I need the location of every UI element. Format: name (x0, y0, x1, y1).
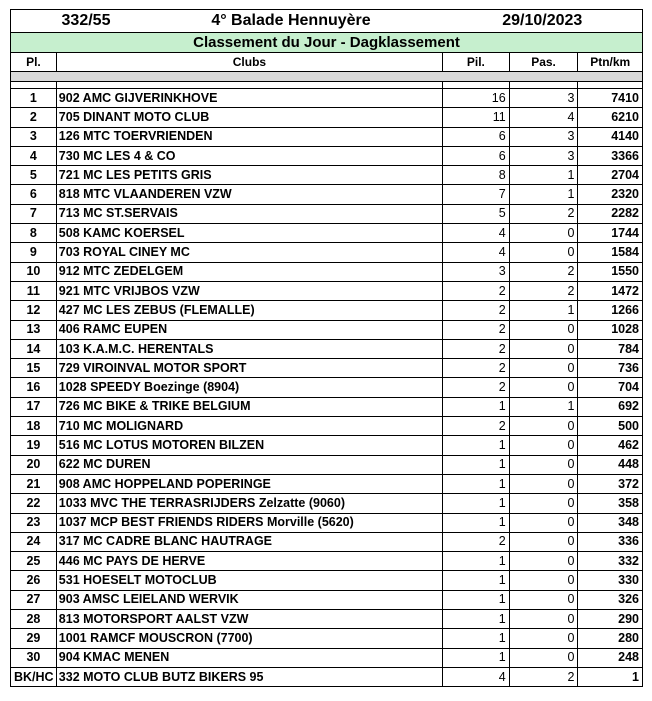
pilots-cell: 2 (443, 378, 510, 397)
pilots-cell: 2 (443, 532, 510, 551)
passengers-cell: 0 (509, 455, 578, 474)
place-cell: 23 (11, 513, 57, 532)
passengers-cell: 2 (509, 204, 578, 223)
title-row (11, 33, 643, 53)
passengers-cell: 0 (509, 629, 578, 648)
pilots-cell: 1 (443, 648, 510, 667)
header-left (11, 10, 443, 33)
col-header-place: Pl. (11, 53, 57, 72)
pilots-cell: 2 (443, 301, 510, 320)
pilots-cell: 1 (443, 455, 510, 474)
points-cell: 336 (578, 532, 643, 551)
club-cell: 912 MTC ZEDELGEM (56, 262, 442, 281)
club-cell: 730 MC LES 4 & CO (56, 146, 442, 165)
table-row (11, 455, 643, 474)
points-cell: 326 (578, 590, 643, 609)
place-cell: 7 (11, 204, 57, 223)
table-row (11, 532, 643, 551)
club-cell: 1037 MCP BEST FRIENDS RIDERS Morville (5620) (56, 513, 442, 532)
place-cell: 12 (11, 301, 57, 320)
passengers-cell: 0 (509, 359, 578, 378)
pilots-cell: 16 (443, 89, 510, 108)
place-cell: 24 (11, 532, 57, 551)
ranking-table (10, 9, 643, 687)
points-cell: 1 (578, 667, 643, 686)
points-cell: 280 (578, 629, 643, 648)
passengers-cell: 0 (509, 494, 578, 513)
club-cell: 705 DINANT MOTO CLUB (56, 108, 442, 127)
club-cell: 446 MC PAYS DE HERVE (56, 552, 442, 571)
pilots-cell: 2 (443, 339, 510, 358)
ranking-title: Classement du Jour - Dagklassement (11, 33, 643, 53)
points-cell: 1266 (578, 301, 643, 320)
passengers-cell: 2 (509, 281, 578, 300)
points-cell: 1550 (578, 262, 643, 281)
separator-row (11, 72, 643, 82)
points-cell: 2320 (578, 185, 643, 204)
points-cell: 7410 (578, 89, 643, 108)
table-row (11, 262, 643, 281)
pilots-cell: 1 (443, 590, 510, 609)
table-row (11, 301, 643, 320)
points-cell: 4140 (578, 127, 643, 146)
table-row (11, 667, 643, 686)
pilots-cell: 3 (443, 262, 510, 281)
table-row (11, 166, 643, 185)
pilots-cell: 1 (443, 513, 510, 532)
pilots-cell: 6 (443, 146, 510, 165)
place-cell: 18 (11, 417, 57, 436)
pilots-cell: 2 (443, 417, 510, 436)
club-cell: 904 KMAC MENEN (56, 648, 442, 667)
place-cell: 14 (11, 339, 57, 358)
club-cell: 721 MC LES PETITS GRIS (56, 166, 442, 185)
pilots-cell: 8 (443, 166, 510, 185)
passengers-cell: 0 (509, 552, 578, 571)
points-cell: 736 (578, 359, 643, 378)
spacer-cell (443, 82, 510, 89)
place-cell: 26 (11, 571, 57, 590)
points-cell: 704 (578, 378, 643, 397)
place-cell: 19 (11, 436, 57, 455)
club-cell: 126 MTC TOERVRIENDEN (56, 127, 442, 146)
passengers-cell: 1 (509, 301, 578, 320)
passengers-cell: 0 (509, 648, 578, 667)
pilots-cell: 1 (443, 397, 510, 416)
passengers-cell: 0 (509, 224, 578, 243)
separator-bar (11, 72, 643, 82)
table-row (11, 571, 643, 590)
col-header-pilots: Pil. (443, 53, 510, 72)
place-cell: 29 (11, 629, 57, 648)
pilots-cell: 1 (443, 629, 510, 648)
pilots-cell: 1 (443, 436, 510, 455)
pilots-cell: 6 (443, 127, 510, 146)
club-cell: 908 AMC HOPPELAND POPERINGE (56, 474, 442, 493)
place-cell: 1 (11, 89, 57, 108)
passengers-cell: 0 (509, 378, 578, 397)
passengers-cell: 0 (509, 320, 578, 339)
passengers-cell: 2 (509, 262, 578, 281)
club-cell: 1033 MVC THE TERRASRIJDERS Zelzatte (9060) (56, 494, 442, 513)
place-cell: 9 (11, 243, 57, 262)
table-row (11, 281, 643, 300)
table-row (11, 474, 643, 493)
place-cell: 5 (11, 166, 57, 185)
table-row (11, 436, 643, 455)
club-cell: 531 HOESELT MOTOCLUB (56, 571, 442, 590)
place-cell: 4 (11, 146, 57, 165)
club-cell: 713 MC ST.SERVAIS (56, 204, 442, 223)
passengers-cell: 3 (509, 89, 578, 108)
pilots-cell: 1 (443, 571, 510, 590)
passengers-cell: 0 (509, 436, 578, 455)
passengers-cell: 4 (509, 108, 578, 127)
club-cell: 813 MOTORSPORT AALST VZW (56, 610, 442, 629)
points-cell: 372 (578, 474, 643, 493)
passengers-cell: 1 (509, 166, 578, 185)
table-row (11, 552, 643, 571)
spacer-cell (509, 82, 578, 89)
points-cell: 358 (578, 494, 643, 513)
pilots-cell: 7 (443, 185, 510, 204)
points-cell: 6210 (578, 108, 643, 127)
points-cell: 1744 (578, 224, 643, 243)
points-cell: 1472 (578, 281, 643, 300)
points-cell: 2282 (578, 204, 643, 223)
passengers-cell: 1 (509, 185, 578, 204)
table-row (11, 243, 643, 262)
table-row (11, 127, 643, 146)
pilots-cell: 2 (443, 320, 510, 339)
club-cell: 921 MTC VRIJBOS VZW (56, 281, 442, 300)
event-name: 4° Balade Hennuyère (211, 12, 371, 29)
passengers-cell: 1 (509, 397, 578, 416)
table-row (11, 89, 643, 108)
points-cell: 332 (578, 552, 643, 571)
column-header-row (11, 53, 643, 72)
club-cell: 508 KAMC KOERSEL (56, 224, 442, 243)
pilots-cell: 1 (443, 494, 510, 513)
pilots-cell: 5 (443, 204, 510, 223)
table-row (11, 108, 643, 127)
points-cell: 330 (578, 571, 643, 590)
club-cell: 332 MOTO CLUB BUTZ BIKERS 95 (56, 667, 442, 686)
place-cell: 16 (11, 378, 57, 397)
col-header-points: Ptn/km (578, 53, 643, 72)
passengers-cell: 0 (509, 590, 578, 609)
table-row (11, 397, 643, 416)
spacer-cell (11, 82, 57, 89)
pilots-cell: 1 (443, 474, 510, 493)
table-row (11, 629, 643, 648)
table-row (11, 513, 643, 532)
points-cell: 1584 (578, 243, 643, 262)
pilots-cell: 2 (443, 281, 510, 300)
place-cell: 10 (11, 262, 57, 281)
table-row (11, 320, 643, 339)
table-row (11, 359, 643, 378)
points-cell: 448 (578, 455, 643, 474)
passengers-cell: 0 (509, 513, 578, 532)
club-cell: 710 MC MOLIGNARD (56, 417, 442, 436)
club-cell: 622 MC DUREN (56, 455, 442, 474)
club-cell: 1001 RAMCF MOUSCRON (7700) (56, 629, 442, 648)
col-header-club: Clubs (56, 53, 442, 72)
club-cell: 726 MC BIKE & TRIKE BELGIUM (56, 397, 442, 416)
table-row (11, 224, 643, 243)
table-row (11, 610, 643, 629)
points-cell: 2704 (578, 166, 643, 185)
place-cell: 3 (11, 127, 57, 146)
place-cell: 15 (11, 359, 57, 378)
table-row (11, 590, 643, 609)
header-row (11, 10, 643, 33)
club-cell: 903 AMSC LEIELAND WERVIK (56, 590, 442, 609)
table-row (11, 378, 643, 397)
points-cell: 348 (578, 513, 643, 532)
place-cell: 20 (11, 455, 57, 474)
place-cell: 28 (11, 610, 57, 629)
place-cell: 2 (11, 108, 57, 127)
club-cell: 427 MC LES ZEBUS (FLEMALLE) (56, 301, 442, 320)
table-row (11, 146, 643, 165)
passengers-cell: 0 (509, 417, 578, 436)
place-cell: 27 (11, 590, 57, 609)
pilots-cell: 4 (443, 667, 510, 686)
points-cell: 1028 (578, 320, 643, 339)
passengers-cell: 0 (509, 339, 578, 358)
place-cell: 11 (11, 281, 57, 300)
club-cell: 1028 SPEEDY Boezinge (8904) (56, 378, 442, 397)
passengers-cell: 0 (509, 571, 578, 590)
club-cell: 406 RAMC EUPEN (56, 320, 442, 339)
place-cell: 6 (11, 185, 57, 204)
place-cell: 17 (11, 397, 57, 416)
passengers-cell: 0 (509, 243, 578, 262)
spacer-cell (56, 82, 442, 89)
ranking-sheet (10, 9, 643, 687)
table-row (11, 204, 643, 223)
place-cell: 8 (11, 224, 57, 243)
club-cell: 703 ROYAL CINEY MC (56, 243, 442, 262)
passengers-cell: 3 (509, 127, 578, 146)
club-cell: 902 AMC GIJVERINKHOVE (56, 89, 442, 108)
place-cell: 13 (11, 320, 57, 339)
passengers-cell: 0 (509, 474, 578, 493)
table-row (11, 648, 643, 667)
spacer-row (11, 82, 643, 89)
table-row (11, 339, 643, 358)
pilots-cell: 4 (443, 224, 510, 243)
club-cell: 103 K.A.M.C. HERENTALS (56, 339, 442, 358)
club-cell: 317 MC CADRE BLANC HAUTRAGE (56, 532, 442, 551)
points-cell: 290 (578, 610, 643, 629)
pilots-cell: 11 (443, 108, 510, 127)
place-cell: 30 (11, 648, 57, 667)
pilots-cell: 4 (443, 243, 510, 262)
event-code: 332/55 (61, 12, 111, 29)
points-cell: 3366 (578, 146, 643, 165)
passengers-cell: 3 (509, 146, 578, 165)
table-row (11, 417, 643, 436)
club-cell: 729 VIROINVAL MOTOR SPORT (56, 359, 442, 378)
col-header-passengers: Pas. (509, 53, 578, 72)
pilots-cell: 1 (443, 552, 510, 571)
place-cell: 22 (11, 494, 57, 513)
place-cell: BK/HC (11, 667, 57, 686)
table-row (11, 185, 643, 204)
pilots-cell: 1 (443, 610, 510, 629)
points-cell: 784 (578, 339, 643, 358)
pilots-cell: 2 (443, 359, 510, 378)
points-cell: 500 (578, 417, 643, 436)
points-cell: 248 (578, 648, 643, 667)
passengers-cell: 2 (509, 667, 578, 686)
club-cell: 516 MC LOTUS MOTOREN BILZEN (56, 436, 442, 455)
points-cell: 462 (578, 436, 643, 455)
place-cell: 25 (11, 552, 57, 571)
event-date: 29/10/2023 (443, 10, 643, 33)
table-row (11, 494, 643, 513)
spacer-cell (578, 82, 643, 89)
club-cell: 818 MTC VLAANDEREN VZW (56, 185, 442, 204)
points-cell: 692 (578, 397, 643, 416)
place-cell: 21 (11, 474, 57, 493)
passengers-cell: 0 (509, 532, 578, 551)
passengers-cell: 0 (509, 610, 578, 629)
